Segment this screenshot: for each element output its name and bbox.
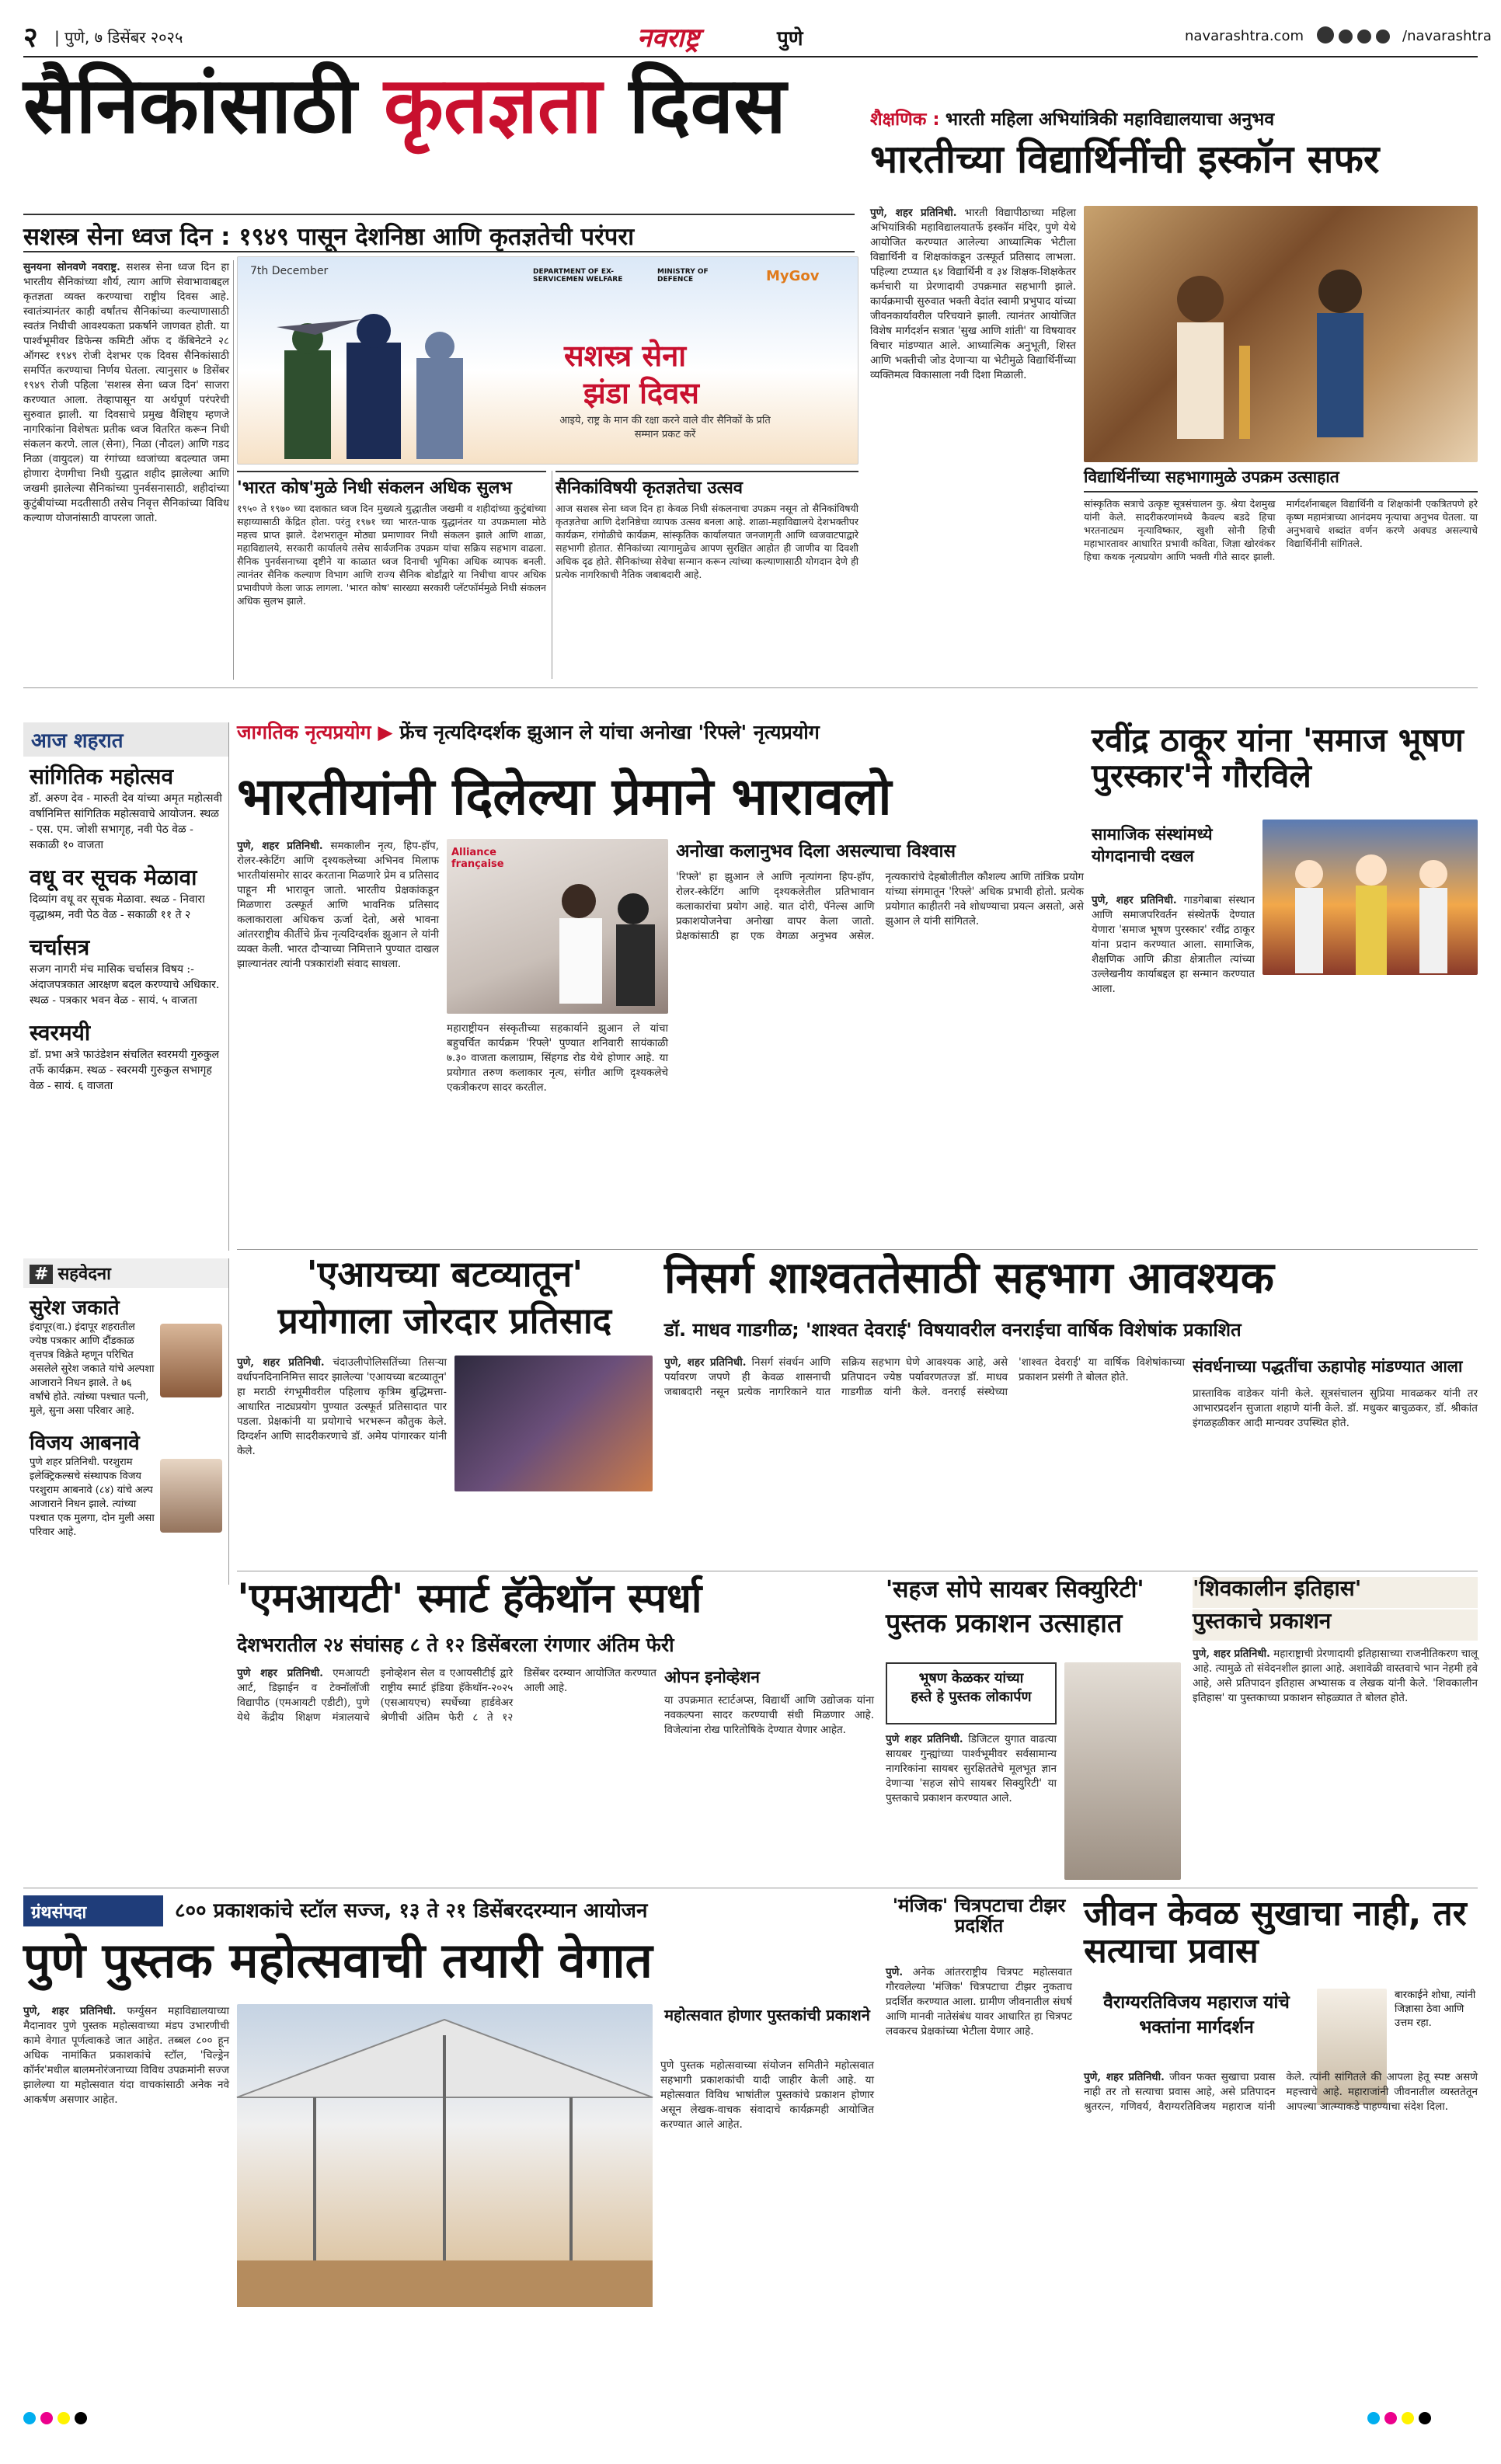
- cyber-box: भूषण केळकर यांच्या हस्ते हे पुस्तक लोकार्पण: [886, 1662, 1057, 1724]
- dance-subhead: अनोखा कलानुभव दिला असल्याचा विश्वास: [676, 841, 956, 861]
- tent-structure: [237, 2004, 653, 2307]
- iskcon-body-2: सांस्कृतिक सत्राचे उत्कृष्ट सूत्रसंचालन कु. श्रेया देशमुख यांनी केले. सादरीकरणांमध्ये कैवल्य बडदे हिचा भरतनाट्यम नृत्याविष्कार, खुशी सोनी हिची महाभारतावर आधारित प्रभावी कविता, जिज्ञा खोरवंकर हिचा कथक नृत्यप्रयोग आणि भक्ती गीते सादर झाली. मार्गदर्शनाबद्दल विद्यार्थिनी व शिक्षकांनी एकत्रितपणे हरे कृष्ण महामंत्राच्या आनंदमय नृत्याचा अनुभव घेतला. या अनुभवाचे शब्दांत वर्णन करणे अवघड असल्याचे विद्यार्थिनींनी सांगितले.: [1084, 498, 1478, 562]
- magenta-mark: [1384, 2412, 1397, 2424]
- iskcon-kicker: शैक्षणिक : भारती महिला अभियांत्रिकी महाविद्यालयाचा अनुभव: [870, 110, 1275, 130]
- poster-date: 7th December: [250, 265, 329, 277]
- yellow-mark: [57, 2412, 70, 2424]
- lead-poster: [237, 256, 858, 465]
- manjika-headline: 'मंजिक' चित्रपटाचा टीझर प्रदर्शित: [892, 1895, 1066, 1937]
- poster-logo-1: DEPARTMENT OF EX-SERVICEMEN WELFARE: [533, 268, 623, 284]
- ai-headline-1: 'एआयच्या बटव्यातून': [306, 1253, 583, 1295]
- sidebar: [23, 722, 229, 1251]
- env-body: पुणे, शहर प्रतिनिधी. निसर्ग संवर्धन आणि पर्यावरण जपणे ही केवळ शासनाची जबाबदारी नसून प्रत्येक नागरिकाने यात सक्रिय सहभाग घेणे आवश्यक आहे, असे प्रतिपादन ज्येष्ठ पर्यावरणतज्ज्ञ डॉ. माधव गाडगीळ यांनी केले. वनराई संस्थेच्या 'शाश्वत देवराई' या वार्षिक विशेषांकाच्या प्रकाशन प्रसंगी ते बोलत होते.: [664, 1356, 1185, 1398]
- obit-2: विजय आबनावे पुणे शहर प्रतिनिधी. परशुराम इलेक्ट्रिकल्सचे संस्थापक विजय परशुराम आबनावे (८४) यांचे अल्प आजाराने निधन झाले. त्यांच्या पश्चात एक मुलगा, दोन मुली असा परिवार आहे.: [23, 1423, 228, 1544]
- dance-headline: भारतीयांनी दिलेल्या प्रेमाने भारावलो: [237, 767, 892, 827]
- poster-tagline: आइये, राष्ट्र के मान की रक्षा करने वाले वीर सैनिकों के प्रति सम्मान प्रकट करें: [559, 415, 771, 440]
- dance-photo: [447, 839, 668, 1014]
- condolence-header: # सहवेदना: [23, 1258, 228, 1288]
- obit-1: सुरेश जकाते इंदापूर(वा.) इंदापूर शहरातील ज्येष्ठ पत्रकार आणि दौंडकाळ वृत्तपत्र विक्रेते म्हणून परिचित असलेले सुरेश जकाते यांचे अल्पशा आजाराने निधन झाले. ते ७६ वर्षांचे होते. त्यांच्या पश्चात पत्नी, मुले, सुना असा परिवार आहे.: [23, 1288, 228, 1423]
- poster-logo-3: MyGov: [766, 268, 820, 284]
- cyan-mark: [23, 2412, 36, 2424]
- sidebar-section-2: वधू वर सूचक मेळावा दिव्यांग वधू वर सूचक मेळावा. स्थळ - निवारा वृद्धाश्रम, नवी पेठ वेळ - सकाळी ११ ते २: [30, 865, 205, 921]
- social-icons: [1317, 26, 1402, 45]
- history-headline-1: 'शिवकालीन इतिहास': [1193, 1577, 1478, 1608]
- iskcon-headline: भारतीच्या विद्यार्थिनींची इस्कॉन सफर: [870, 137, 1380, 182]
- rabindra-headline: रवींद्र ठाकूर यांना 'समाज भूषण पुरस्कार'ने गौरविले: [1092, 721, 1464, 795]
- ai-body: पुणे, शहर प्रतिनिधी. चंदाउलीपोलिसतिंच्या तिसऱ्या वर्धापनदिनानिमित्त सादर झालेल्या 'एआयच्या बटव्यातून' हा मराठी रंगभूमीवरील पहिलाच कृत्रिम बुद्धिमत्ता-आधारित नाट्यप्रयोग पुण्यात उत्स्फूर्त प्रतिसादात पार पडला. प्रेक्षकांनी या प्रयोगाचे भरभरून कौतुक केले. दिग्दर्शन आणि सादरीकरणाचे डॉ. अमेय पांगारकर यांनी केले.: [237, 1356, 448, 1457]
- iskcon-body: पुणे, शहर प्रतिनिधी. भारती विद्यापीठाच्या महिला अभियांत्रिकी महाविद्यालयातर्फे इस्कॉन मंदिर, पुणे येथे आयोजित करण्यात आलेल्या आध्यात्मिक भेटीला विद्यार्थिनी व शिक्षकांकडून उत्स्फूर्त प्रतिसाद लाभला. पहिल्या टप्प्यात ६४ विद्यार्थिनी व ३४ शिक्षक-शिक्षकेतर कर्मचारी या प्रेरणादायी उपक्रमात सहभागी झाले. कार्यक्रमाची सुरुवात भक्ती वेदांत स्वामी प्रभुपाद यांच्या जीवनकार्यावरील परिचयाने झाली. त्यानंतर आयोजित विशेष मार्गदर्शन सत्रात 'सुख आणि शांती' या विषयावर विचार मांडण्यात आले. आध्यात्मिक अनुभूती, शिस्त आणि भक्तीची जोड देणाऱ्या या भेटीमुळे विद्यार्थिनींच्या व्यक्तिमत्व विकासाला नवी दिशा मिळाली.: [870, 207, 1076, 381]
- x-icon[interactable]: [1339, 30, 1353, 44]
- lead-box-1: 'भारत कोष'मुळे निधी संकलन अधिक सुलभ १९५० ते १९७० च्या दशकात ध्वज दिन मुख्यत्वे युद्धातील जखमी व शहीदांच्या कुटुंबांच्या सहाय्यासाठी केंद्रित होता. परंतु १९७१ च्या भारत-पाक युद्धानंतर या उपक्रमाला मोठे महत्त्व प्राप्त झाले. देशभरातून मोठ्या प्रमाणावर निधी संकलन झाले आणि शाळा, महाविद्यालये, सरकारी कार्यालये तसेच सार्वजनिक उपक्रम यांचा सक्रिय सहभाग वाढला. सैनिक पुनर्वसनाच्या दृष्टीने या काळात ध्वज दिनाची भूमिका अधिक व्यापक बनली. त्यानंतर सैनिक कल्याण विभाग आणि राज्य सैनिक बोर्डांद्वारे या निधीचा वापर अधिक प्रभावीपणे केला जाऊ लागला. 'भारत कोष' सारख्या सरकारी प्लॅटफॉर्ममुळे निधी संकलन अधिक सुलभ झाले.: [237, 471, 546, 679]
- cyan-mark: [1367, 2412, 1380, 2424]
- hackathon-headline: 'एमआयटी' स्मार्ट हॅकेथॉन स्पर्धा: [237, 1575, 702, 1622]
- jeevan-subhead: वैराग्यरतिविजय महाराज यांचे भक्तांना मार्गदर्शन: [1103, 1992, 1290, 2038]
- hash-icon: #: [30, 1265, 53, 1284]
- obit-2-photo: [160, 1459, 222, 1533]
- registration-marks-left: [23, 2412, 140, 2435]
- hackathon-body: पुणे शहर प्रतिनिधी. एमआयटी आर्ट, डिझाईन व टेक्नॉलॉजी विद्यापीठ (एमआयटी एडीटी), पुणे येथे केंद्रीय शिक्षण मंत्रालयाचे इनोव्हेशन सेल व एआयसीटीई द्वारे राष्ट्रीय स्मार्ट इंडिया हॅकेथॉन-२०२५ (एसआयएच) स्पर्धेच्या हार्डवेअर श्रेणीची अंतिम फेरी ८ ते १२ डिसेंबर दरम्यान आयोजित करण्यात आली आहे.: [237, 1667, 656, 1724]
- cyber-headline-2: पुस्तक प्रकाशन उत्साहात: [886, 1608, 1123, 1639]
- poster-logo-2: MINISTRY OF DEFENCE: [657, 268, 709, 284]
- history-body: पुणे, शहर प्रतिनिधी. महाराष्ट्राची प्रेरणादायी इतिहासाच्या राजनीतिकरण चालू आहे. त्यामुळे तो संवेदनशील झाला आहे. अशावेळी वास्तवाचे भान नेहमी हवे आहे, असे प्रतिपादन इतिहास अभ्यासक व लेखक यांनी केले. 'शिवकालीन इतिहास' या पुस्तकाच्या प्रकाशन सोहळ्यात ते बोलत होते.: [1193, 1648, 1478, 1704]
- poster-title-2: झंडा दिवस: [583, 376, 699, 410]
- manjika-body: पुणे. अनेक आंतरराष्ट्रीय चित्रपट महोत्सवात गौरवलेल्या 'मंजिक' चित्रपटाचा टीझर नुकताच प्रदर्शित करण्यात आला. ग्रामीण जीवनातील संघर्ष आणि मानवी नातेसंबंध यावर आधारित हा चित्रपट लवकरच प्रेक्षकांच्या भेटीला येणार आहे.: [886, 1966, 1072, 2038]
- alliance-logo: Alliance française: [451, 847, 504, 870]
- iskcon-photo: [1084, 206, 1478, 462]
- masthead-logo: नवराष्ट्र: [637, 23, 700, 54]
- sidebar-section-1: सांगितिक महोत्सव डॉ. अरुण देव - मारुती देव यांच्या अमृत महोत्सवी वर्षानिमित्त सांगितिक महोत्सवाचे आयोजन. स्थळ - एस. एम. जोशी सभागृह, नवी पेठ वेळ - सकाळी १० वाजता: [30, 764, 222, 851]
- black-mark: [75, 2412, 87, 2424]
- masthead: [23, 14, 1492, 56]
- granth-body-2: पुणे पुस्तक महोत्सवाच्या संयोजन समितीने महोत्सवात सहभागी प्रकाशकांची यादी जाहीर केली आहे. या महोत्सवात विविध भाषांतील पुस्तकांचे प्रकाशन होणार असून लेखक-वाचक संवादाचे कार्यक्रमही आयोजित करण्यात आले आहेत.: [660, 2059, 874, 2131]
- cyber-headline-1: 'सहज सोपे सायबर सिक्युरिटी': [886, 1576, 1144, 1603]
- history-headline-2: पुस्तकाचे प्रकाशन: [1193, 1610, 1478, 1641]
- condolence: [23, 1258, 229, 1585]
- hackathon-subhead: देशभरातील २४ संघांसह ८ ते १२ डिसेंबरला रंगणार अंतिम फेरी: [237, 1634, 674, 1656]
- env-body-2: प्रास्ताविक वाडेकर यांनी केले. सूत्रसंचालन सुप्रिया मावळकर यांनी तर आभारप्रदर्शन सुजाता शहाणे यांनी केले. डॉ. मधुकर बाचुळकर, डॉ. श्रीकांत इंगळहळीकर आदी मान्यवर उपस्थित होते.: [1193, 1387, 1478, 1429]
- box2-head: सैनिकांविषयी कृतज्ञतेचा उत्सव: [555, 471, 858, 502]
- dance-body-1: पुणे, शहर प्रतिनिधी. समकालीन नृत्य, हिप-हॉप, रोलर-स्केटिंग आणि दृश्यकलेच्या अभिनव मिलाफ भारतीयांसमोर सादर करताना मिळणारे प्रेम व प्रतिसाद पाहून मी भारावून जातो. भारतीय प्रेक्षकांकडून मिळणारा उत्स्फूर्त आणि भावनिक प्रतिसाद कलाकाराला अधिकच ऊर्जा देतो, असे भावना आंतरराष्ट्रीय कीर्तीचे फ्रेंच नृत्यदिग्दर्शक झुआन ले यांनी व्यक्त केली. भारत दौऱ्याच्या निमित्ताने पुण्यात दाखल झाल्यानंतर त्यांनी पत्रकारांशी संवाद साधला.: [237, 840, 440, 970]
- page-date: | पुणे, ७ डिसेंबर २०२५: [54, 28, 183, 47]
- award-ceremony-figures: [1262, 820, 1478, 975]
- granth-label: ग्रंथसंपदा: [23, 1895, 163, 1926]
- cyber-photo: [1064, 1662, 1181, 1880]
- lead-box-2: सैनिकांविषयी कृतज्ञतेचा उत्सव आज सशस्त्र सेना ध्वज दिन हा केवळ निधी संकलनाचा उपक्रम नसून तो सैनिकांविषयी कृतज्ञतेचा आणि देशनिष्ठेचा व्यापक उत्सव बनला आहे. शाळा-महाविद्यालये देशभक्तीपर कार्यक्रम, रांगोळीचे कार्यक्रम, सांस्कृतिक कार्यालयात जनजागृती आणि ध्वजवाटपाद्वारे सहभागी होतात. सैनिकांच्या त्यागामुळेच आपण सुरक्षित आहोत ही जाणीव या दिवशी अधिक दृढ होते. सैनिकांच्या सेवेचा सन्मान करून त्यांच्या कल्याणासाठी योगदान देणे ही प्रत्येक नागरिकाची नैतिक जबाबदारी आहे.: [555, 471, 858, 679]
- hackathon-sub2: ओपन इनोव्हेशन: [664, 1668, 760, 1686]
- jeevan-body: पुणे, शहर प्रतिनिधी. जीवन फक्त सुखाचा प्रवास नाही तर तो सत्याचा प्रवास आहे, असे प्रतिपादन श्रुतरत्न, गणिवर्य, वैराग्यरतिविजय महाराज यांनी केले. त्यांनी सांगितले की आपला हेतू स्पष्ट असणे महत्त्वाचे आहे. महाराजांनी जीवनातील व्यस्ततेतून आपल्या आत्म्याकडे पाहण्याचा संदेश दिला.: [1084, 2071, 1478, 2113]
- granth-headline: पुणे पुस्तक महोत्सवाची तयारी वेगात: [23, 1932, 653, 1989]
- magenta-mark: [40, 2412, 53, 2424]
- sidebar-section-3: चर्चासत्र सजग नागरी मंच मासिक चर्चासत्र विषय :- अंदाजपत्रकात आरक्षण बदल करण्याचे अधिकार. स्थळ - पत्रकार भवन वेळ - सायं. ५ वाजता: [30, 934, 220, 1007]
- bullet-icon: ▶: [378, 721, 393, 743]
- env-subhead: डॉ. माधव गाडगीळ; 'शाश्वत देवराई' विषयावरील वनराईचा वार्षिक विशेषांक प्रकाशित: [664, 1319, 1242, 1341]
- dance-kicker: जागतिक नृत्यप्रयोग ▶ फ्रेंच नृत्यदिग्दर्शक झुआन ले यांचा अनोखा 'रिफ्ले' नृत्यप्रयोग: [237, 721, 820, 743]
- granth-kicker: ८०० प्रकाशकांचे स्टॉल सज्ज, १३ ते २१ डिसेंबरदरम्यान आयोजन: [175, 1899, 648, 1923]
- rabindra-subhead: सामाजिक संस्थांमध्ये योगदानाची दखल: [1092, 825, 1213, 865]
- hackathon-body-2: या उपक्रमात स्टार्टअप्स, विद्यार्थी आणि उद्योजक यांना नवकल्पना सादर करण्याची संधी मिळणार आहे. विजेत्यांना रोख पारितोषिके देण्यात येणार आहेत.: [664, 1694, 874, 1736]
- granth-body: पुणे, शहर प्रतिनिधी. फर्ग्युसन महाविद्यालयाच्या मैदानावर पुणे पुस्तक महोत्सवाच्या मंडप उभारणीची कामे वेगात पूर्णत्वाकडे जात आहेत. तब्बल ८०० हून अधिक नामांकित प्रकाशकांचे स्टॉल, 'चिल्ड्रेन कॉर्नर'मधील बालमनोरंजनाच्या विविध उपक्रमांनी सज्ज झालेल्या या महोत्सवात यंदा वाचकांसाठी अनेक नवे आकर्षण असणार आहेत.: [23, 2005, 229, 2106]
- book-fest-photo: [237, 2004, 653, 2307]
- lead-body: सुनयना सोनवणे नवराष्ट्र. सशस्त्र सेना ध्वज दिन हा भारतीय सैनिकांच्या शौर्य, त्याग आणि सेवाभावाबद्दल कृतज्ञता व्यक्त करण्याचा राष्ट्रीय दिवस आहे. स्वातंत्र्यानंतर काही वर्षांतच सैनिकांच्या कल्याणासाठी स्वतंत्र निधीची आवश्यकता प्रकर्षाने जाणवत होती. या पार्श्वभूमीवर डिफेन्स कमिटी ऑफ द कॅबिनेटने २८ ऑगस्ट १९४९ रोजी देशभर एक दिवस सैनिकांसाठी समर्पित करण्याचा निर्णय घेतला. त्यानुसार ७ डिसेंबर १९४९ रोजी पहिला 'सशस्त्र सेना ध्वज दिन' साजरा करण्यात आला. तेव्हापासून या अर्थपूर्ण परंपरेची सुरुवात झाली. या दिवसाचे प्रमुख वैशिष्ट्य म्हणजे नागरिकांना विशेषतः प्रतीक ध्वज वितरित करून निधी संकलन करणे. लाल (सेना), निळा (नौदल) आणि गडद निळा (वायुदल) या रंगांच्या ध्वजांच्या बदल्यात जमा होणारा देणगीचा निधी युद्धात शहीद झालेल्या आणि जखमी झालेल्या सैनिकांच्या पुनर्वसनासाठी, शहीदांच्या कुटुंबीयांच्या मदतीसाठी तसेच निवृत्त सैनिकांच्या विविध कल्याण योजनांसाठी वापरला जातो.: [23, 261, 229, 524]
- social-handle[interactable]: /navarashtra: [1402, 28, 1492, 44]
- poster-title-1: सशस्त्र सेना: [564, 339, 687, 373]
- lead-subhead: सशस्त्र सेना ध्वज दिन : १९४९ पासून देशनिष्ठा आणि कृतज्ञतेची परंपरा: [23, 214, 855, 252]
- cyber-body: पुणे शहर प्रतिनिधी. डिजिटल युगात वाढत्या सायबर गुन्ह्यांच्या पार्श्वभूमीवर सर्वसामान्य नागरिकांना सायबर सुरक्षिततेचे मूलभूत ज्ञान देणाऱ्या 'सहज सोपे सायबर सिक्युरिटी' या पुस्तकाचे प्रकाशन करण्यात आले.: [886, 1733, 1057, 1804]
- env-headline: निसर्ग शाश्वततेसाठी सहभाग आवश्यक: [664, 1253, 1274, 1303]
- obit-1-photo: [160, 1324, 222, 1397]
- today-header: आज शहरात: [23, 722, 228, 757]
- iskcon-photo-figures: [1084, 206, 1478, 462]
- jeevan-photo-caption: बारकाईने शोधा, त्यांनी जिज्ञासा ठेवा आणि उत्तम रहा.: [1395, 1989, 1476, 2029]
- rabindra-body: पुणे, शहर प्रतिनिधी. गाडगेबाबा संस्थान आणि समाजपरिवर्तन संस्थेतर्फे देण्यात येणारा 'समाज भूषण पुरस्कार' रवींद्र ठाकूर यांना प्रदान करण्यात आला. सामाजिक, शैक्षणिक आणि क्रीडा क्षेत्रातील त्यांच्या उल्लेखनीय कार्याबद्दल हा सन्मान करण्यात आला.: [1092, 894, 1255, 995]
- ai-headline-2: प्रयोगाला जोरदार प्रतिसाद: [277, 1300, 612, 1342]
- rabindra-photo: [1262, 820, 1478, 975]
- lead-headline: सैनिकांसाठी कृतज्ञता दिवस: [23, 59, 786, 151]
- website[interactable]: navarashtra.com: [1185, 28, 1304, 44]
- env-subhead-2: संवर्धनाच्या पद्धतींचा ऊहापोह मांडण्यात आला: [1193, 1357, 1463, 1376]
- jeevan-headline: जीवन केवळ सुखाचा नाही, तर सत्याचा प्रवास: [1084, 1894, 1467, 1972]
- page-number: २: [23, 22, 38, 54]
- granth-sub: महोत्सवात होणार पुस्तकांची प्रकाशने: [664, 2006, 870, 2024]
- masthead-rule: [23, 56, 1478, 57]
- black-mark: [1419, 2412, 1431, 2424]
- iskcon-photo-caption: विद्यार्थिनींच्या सहभागामुळे उपक्रम उत्साहात: [1084, 466, 1478, 492]
- box1-head: 'भारत कोष'मुळे निधी संकलन अधिक सुलभ: [237, 471, 546, 502]
- sidebar-section-4: स्वरमयी डॉ. प्रभा अत्रे फाउंडेशन संचलित स्वरमयी गुरुकुल तर्फे कार्यक्रम. स्थळ - स्वरमयी गुरुकुल सभागृह वेळ - सायं. ६ वाजता: [30, 1020, 220, 1092]
- dance-body-2: महाराष्ट्रीयन संस्कृतीच्या सहकार्याने झुआन ले यांचा बहुचर्चित कार्यक्रम 'रिफ्ले' पुण्यात शनिवारी सायंकाळी ७.३० वाजता कलाग्राम, सिंहगड रोड येथे होणार आहे. या प्रयोगात तरुण कलाकार नृत्य, संगीत आणि दृश्यकलेचे एकत्रीकरण सादर करतील.: [447, 1022, 668, 1094]
- facebook-icon[interactable]: [1317, 26, 1334, 44]
- soldiers-illustration: [269, 304, 502, 459]
- soldier-silhouettes: [269, 304, 502, 459]
- youtube-icon[interactable]: [1376, 30, 1390, 44]
- registration-marks-right: [1367, 2412, 1484, 2435]
- ai-photo: [454, 1356, 653, 1491]
- masthead-city: पुणे: [777, 27, 803, 50]
- yellow-mark: [1402, 2412, 1414, 2424]
- instagram-icon[interactable]: [1357, 30, 1371, 44]
- dance-body-3: 'रिफ्ले' हा झुआन ले आणि नृत्यांगना हिप-हॉप, रोलर-स्केटिंग आणि दृश्यकलेतील प्रतिभावान कलाकारांचा प्रयोग आहे. यात दोरी, पॅनेल्स आणि प्रकाशयोजनेचा अनोखा वापर केला जातो. प्रेक्षकांसाठी हा एक वेगळा अनुभव असेल. नृत्यकारांचे देहबोलीतील कौशल्य आणि तांत्रिक प्रयोग यांच्या संगमातून 'रिफ्ले' अधिक प्रभावी होतो. प्रत्येक प्रयोगात काहीतरी नवे शोधण्याचा प्रयत्न असतो, असे झुआन ले यांनी सांगितले.: [676, 871, 1084, 942]
